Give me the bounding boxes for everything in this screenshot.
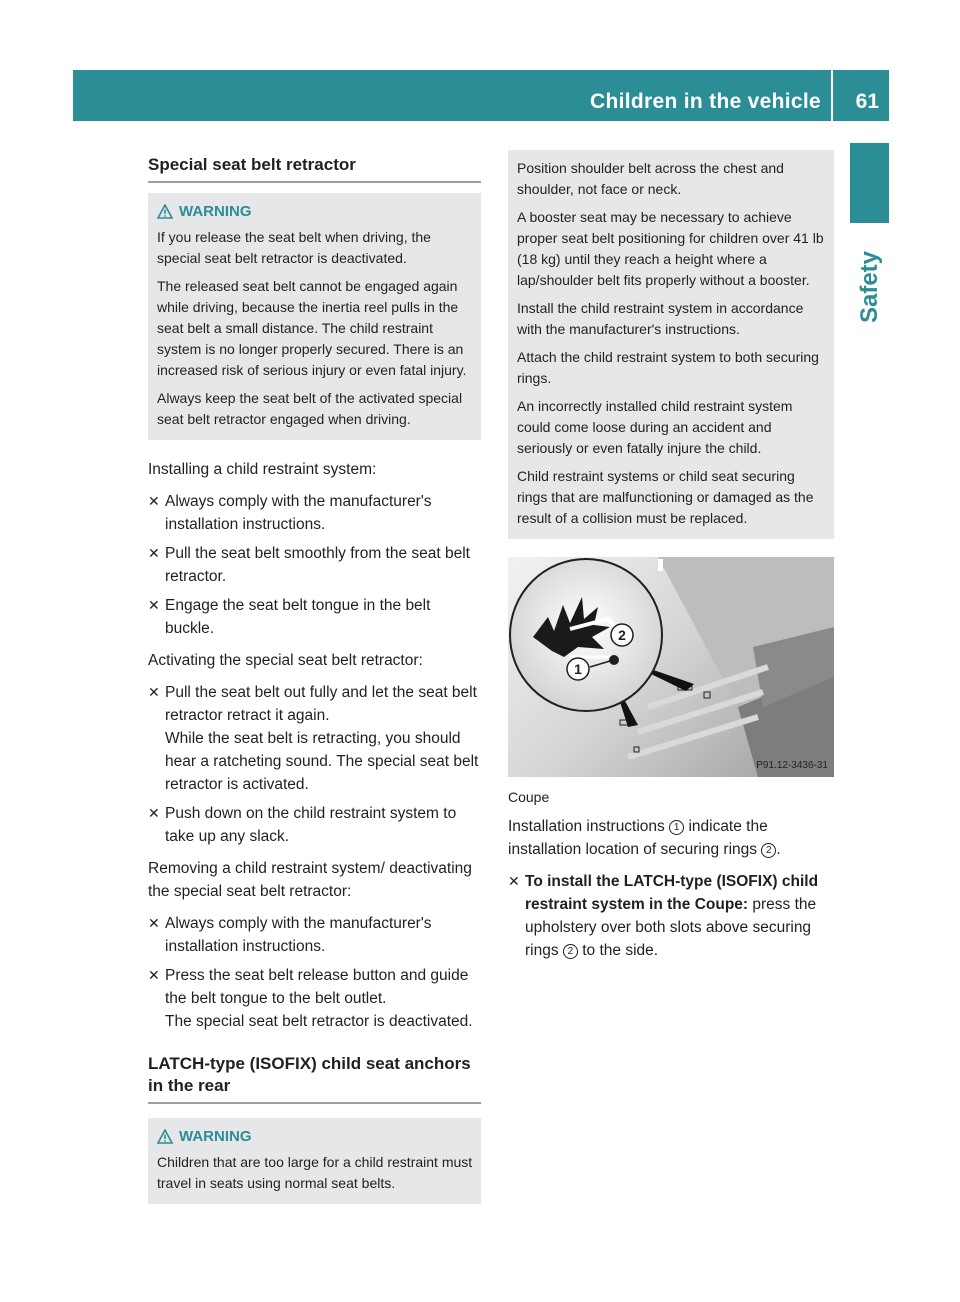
warning-box-continued (508, 150, 834, 539)
warning-paragraph: If you release the seat belt when driving, the special seat belt retractor is deactivated. (157, 229, 431, 266)
activate-steps (148, 681, 481, 848)
step-result: While the seat belt is retracting, you should hear a ratcheting sound. The special seat belt retractor is activated. (165, 730, 479, 793)
activate-intro: Activating the special seat belt retractor: (148, 652, 423, 669)
step-item (148, 802, 481, 848)
header-separator (831, 70, 833, 121)
warning-paragraph: Child restraint systems or child seat securing rings that are malfunctioning or damaged as the result of a collision must be replaced. (517, 468, 814, 526)
callout-2: 2 (618, 627, 626, 643)
warning-triangle-icon (157, 204, 173, 219)
side-tab-marker (850, 143, 889, 223)
step-result: The special seat belt retractor is deactivated. (165, 1013, 473, 1030)
step-x-icon: ✕ (508, 873, 520, 889)
step-x-icon: ✕ (148, 805, 160, 821)
installation-paragraph (508, 815, 834, 861)
step-x-icon: ✕ (148, 967, 160, 983)
warning-box-latch (148, 1118, 481, 1204)
warning-header (157, 203, 473, 220)
warning-paragraph: Always keep the seat belt of the activated special seat belt retractor engaged when driving. (157, 390, 463, 427)
install-intro: Installing a child restraint system: (148, 461, 377, 478)
figure-code: P91.12-3436-31 (756, 760, 828, 771)
step-item (148, 681, 481, 796)
figure-caption: Coupe (508, 789, 550, 805)
warning-paragraph: Install the child restraint system in accordance with the manufacturer's instructions. (517, 300, 804, 337)
step-x-icon: ✕ (148, 684, 160, 700)
warning-header (157, 1128, 473, 1145)
side-tab-label-text: Safety (855, 250, 883, 324)
header-bar (73, 70, 889, 121)
step-text: Always comply with the manufacturer's installation instructions. (165, 493, 432, 533)
step-x-icon: ✕ (148, 493, 160, 509)
warning-paragraph: Attach the child restraint system to both securing rings. (517, 349, 819, 386)
remove-steps (148, 912, 481, 1033)
step-item (148, 912, 481, 958)
latch-steps (508, 870, 834, 962)
warning-paragraph: An incorrectly installed child restraint system could come loose during an accident and seriously or even fatally injure the child. (517, 398, 793, 456)
step-bold-lead: To install the LATCH-type (ISOFIX) child restraint system in the Coupe: (525, 873, 819, 913)
reference-marker-2: 2 (563, 944, 578, 959)
section-title-special-retractor: Special seat belt retractor (148, 154, 481, 183)
step-text: Push down on the child restraint system to take up any slack. (165, 805, 457, 845)
warning-label: WARNING (179, 203, 252, 220)
paragraph-text: Installation instructions (508, 818, 665, 835)
warning-paragraph: A booster seat may be necessary to achieve proper seat belt positioning for children over 41 lb (18 kg) until they reach a height where a lap/shoulder belt fits properly without a booster. (517, 209, 824, 288)
warning-box-retractor (148, 193, 481, 440)
left-column (148, 150, 481, 1222)
warning-label: WARNING (179, 1128, 252, 1145)
reference-marker-2: 2 (761, 843, 776, 858)
step-x-icon: ✕ (148, 545, 160, 561)
step-item (148, 490, 481, 536)
step-x-icon: ✕ (148, 915, 160, 931)
paragraph-text: . (776, 841, 781, 858)
warning-paragraph: Position shoulder belt across the chest and shoulder, not face or neck. (517, 160, 784, 197)
step-text: to the side. (582, 942, 659, 959)
rear-seat-drawing (508, 557, 834, 777)
step-text: press the upholstery over both slots above securing rings (525, 896, 817, 959)
step-x-icon: ✕ (148, 597, 160, 613)
step-text: Always comply with the manufacturer's installation instructions. (165, 915, 432, 955)
step-item (148, 594, 481, 640)
install-steps (148, 490, 481, 640)
step-item (148, 964, 481, 1033)
step-text: Pull the seat belt smoothly from the seat belt retractor. (165, 545, 470, 585)
section-title-latch: LATCH-type (ISOFIX) child seat anchors in the rear (148, 1053, 481, 1104)
step-text: Engage the seat belt tongue in the belt buckle. (165, 597, 431, 637)
step-text: Pull the seat belt out fully and let the seat belt retractor retract it again. (165, 684, 477, 724)
isofix-rings-illustration (508, 557, 834, 777)
step-item (148, 542, 481, 588)
warning-triangle-icon (157, 1129, 173, 1144)
reference-marker-1: 1 (669, 820, 684, 835)
warning-paragraph: The released seat belt cannot be engaged again while driving, because the inertia reel pulls in the seat belt a small distance. The child restraint system is no longer properly secured. There is an increased risk of serious injury or even fatal injury. (157, 278, 467, 378)
callout-1: 1 (574, 661, 582, 677)
step-text: Press the seat belt release button and guide the belt tongue to the belt outlet. (165, 967, 469, 1007)
page-number: 61 (855, 90, 879, 113)
paragraph-text: indicate the installation location of securing rings (508, 818, 768, 858)
remove-intro: Removing a child restraint system/ deactivating the special seat belt retractor: (148, 860, 472, 900)
side-tab-label (850, 232, 889, 342)
right-column (508, 150, 834, 971)
running-header-title: Children in the vehicle (590, 90, 821, 113)
warning-paragraph: Children that are too large for a child restraint must travel in seats using normal seat belts. (157, 1154, 473, 1191)
step-item (508, 870, 834, 962)
